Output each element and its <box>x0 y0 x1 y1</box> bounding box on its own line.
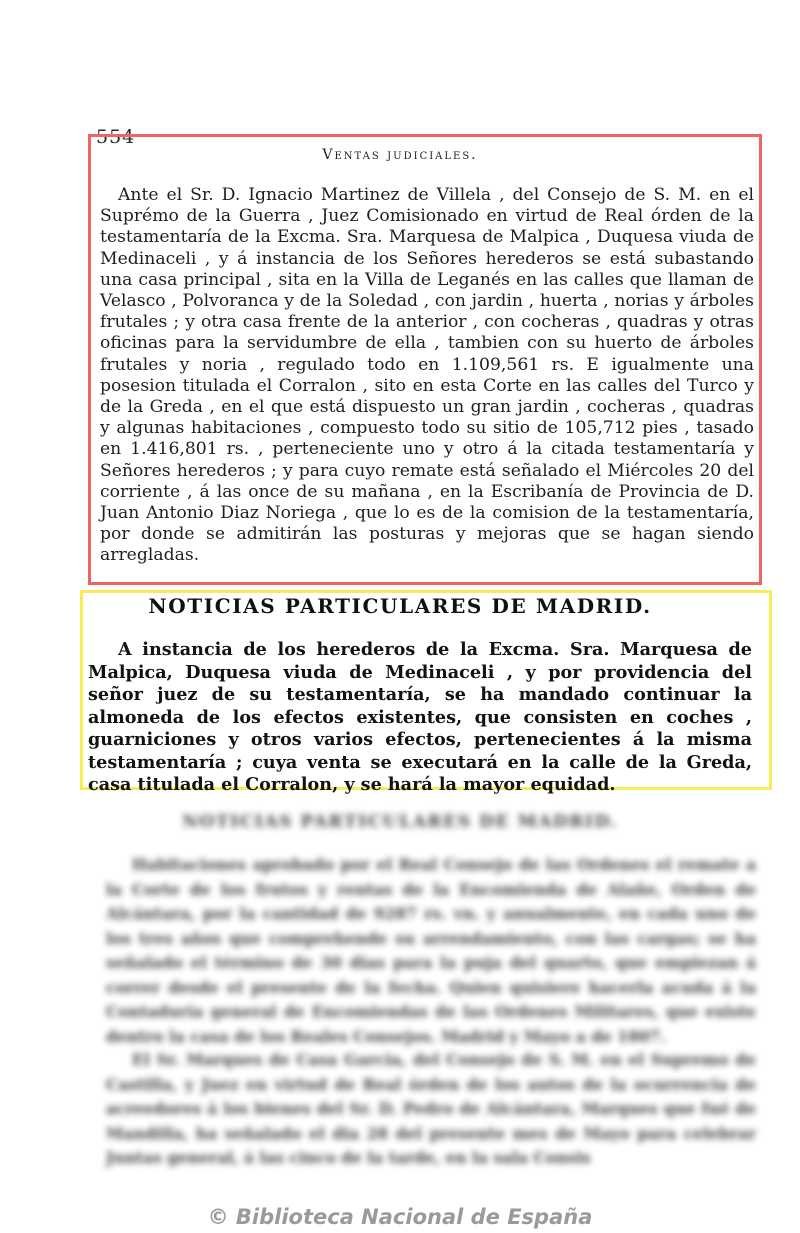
copyright-watermark: © Biblioteca Nacional de España <box>207 1205 593 1229</box>
section-paragraph: El Sr. Marques de Casa Garcia, del Consejo de S. M. en el Supremo de Castilla, y Juez en virtud de Real órden de los autos de la ocurrencia de acreedores á los bienes del Sr. D. Pedro de Alcántara, Marques que fué de Mandilla, ha señalado el dia 28 del presente mes de Mayo para celebrar Juntas general, á las cinco de la tarde, en la sala Consis <box>106 1050 756 1167</box>
page-number: 554 <box>96 126 136 148</box>
section-paragraph: A instancia de los herederos de la Excma. Sra. Marquesa de Malpica, Duquesa viuda de Medinaceli , y por providencia del señor juez de su testamentaría, se ha mandado continuar la almoneda de los efectos existentes, que consisten en coches , guarniciones y otros varios efectos, pertenecientes á la misma testamentaría ; cuya venta se executará en la calle de la Greda, casa titulada el Corralon, y se hará la mayor equidad. <box>88 639 752 795</box>
section-title: NOTICIAS PARTICULARES DE MADRID. <box>182 812 618 832</box>
section-paragraph: Ante el Sr. D. Ignacio Martinez de Villela , del Consejo de S. M. en el Suprémo de la Guerra , Juez Comisionado en virtud de Real órden de la testamentaría de la Excma. Sra. Marquesa de Malpica , Duquesa viuda de Medinaceli , y á instancia de los Señores herederos se está subastando una casa principal , sita en la Villa de Leganés en las calles que llaman de Velasco , Polvoranca y de la Soledad , con jardin , huerta , norias y árboles frutales ; y otra casa frente de la anterior , con cocheras , quadras y otras oficinas para la servidumbre de ella , tambien con su huerto de árboles frutales y noria , regulado todo en 1.109,561 rs. E igualmente una posesion titulada el Corralon , sito en esta Corte en las calles del Turco y de la Greda , en el que está dispuesto un gran jardin , cocheras , quadras y algunas habitaciones , compuesto todo su sitio de 105,712 pies , tasado en 1.416,801 rs. , perteneciente uno y otro á la citada testamentaría y Señores herederos ; y para cuyo remate está señalado el Miércoles 20 del corriente , á las once de su mañana , en la Escribanía de Provincia de D. Juan Antonio Diaz Noriega , que lo es de la comision de la testamentaría, por donde se admitirán las posturas y mejoras que se hagan siendo arregladas. <box>100 185 754 566</box>
section-title: NOTICIAS PARTICULARES DE MADRID. <box>148 594 652 618</box>
section-title: Ventas judiciales. <box>322 147 478 163</box>
section-paragraph: Habitaciones aprobado por el Real Consejo de las Ordenes el remate a la Corte de los frutos y rentas de la Encomienda de Alañe, Orden de Alcántara, por la cantidad de 9287 rs. vn. y anualmente, en cada uno de los tres años que comprehende su arrendamiento, con las cargas; se ha señalado el término de 30 dias para la puja del quarto, que empiezan á correr desde el presente de la fecha. Quien quisiere hacerla acuda á la Contaduría general de Encomiendas de las Ordenes Militares, que existe dentro la casa de los Reales Consejos. Madrid y Mayo a de 1807. <box>106 855 756 1046</box>
